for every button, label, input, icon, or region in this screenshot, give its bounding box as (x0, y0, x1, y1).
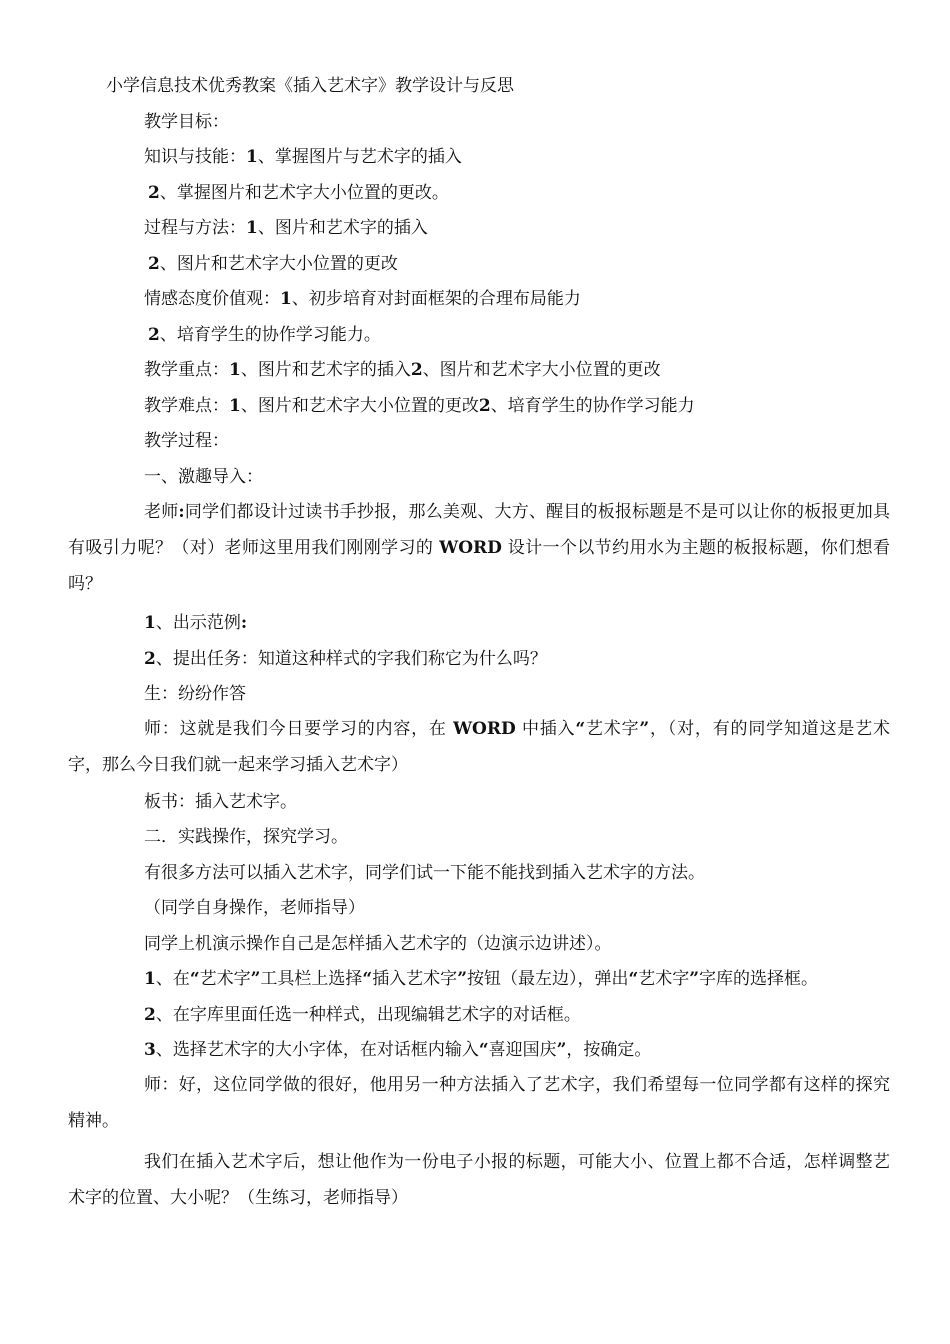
step-task-t: 、提出任务：知道这种样式的字我们称它为什么吗？ (155, 649, 547, 669)
op2-line (0, 1003, 950, 1027)
op1-q1: “ (189, 969, 200, 989)
teacher-reply-b: 中插入 (515, 719, 576, 739)
board-line (0, 790, 950, 814)
section2-text: 二．实践操作，探究学习。 (144, 827, 348, 847)
key-points-n1: 1 (229, 360, 241, 380)
board-text: 板书：插入艺术字。 (144, 792, 297, 812)
op1-g: 字库的选择框。 (699, 969, 819, 989)
document-title (0, 74, 950, 98)
process-method-label: 过程与方法： (144, 218, 246, 238)
self-op-line (0, 896, 950, 920)
student-answer-line (0, 682, 950, 706)
key-points-line (0, 358, 950, 382)
op1-q2: ” (250, 969, 261, 989)
key-points-n2: 2 (410, 360, 423, 380)
emotion-line-1 (0, 287, 950, 311)
title-text: 小学信息技术优秀教案《插入艺术字》教学设计与反思 (106, 76, 514, 96)
key-points-t2: 、图片和艺术字大小位置的更改 (422, 360, 661, 380)
difficulties-t2: 、培育学生的协作学习能力 (490, 396, 695, 416)
knowledge-line-1 (0, 145, 950, 169)
teacher-intro-a: 老师 (144, 502, 179, 522)
step-show-line (0, 611, 950, 635)
process-heading (0, 429, 950, 453)
section2-heading (0, 825, 950, 849)
emotion-n1: 1 (280, 289, 292, 309)
op3-b: 喜迎国庆 (488, 1040, 557, 1060)
emotion-t1: 、初步培育对封面框架的合理布局能力 (291, 289, 581, 309)
step-show-colon: : (240, 613, 248, 633)
op1-a: 、在 (155, 969, 190, 989)
adjust-paragraph (68, 1144, 890, 1216)
knowledge-n1: 1 (246, 147, 258, 167)
op1-e: 按钮（最左边），弹出 (466, 969, 629, 989)
teacher-intro-c: 设计一个以节约用水为主题的板报标题，你们想看吗？ (68, 538, 890, 594)
teacher-intro-paragraph (68, 494, 890, 602)
teacher-reply-q2: ” (639, 719, 650, 739)
self-op-text: （同学自身操作，老师指导） (144, 898, 365, 918)
knowledge-n2: 2 (148, 183, 160, 203)
difficulties-line (0, 394, 950, 418)
op3-line (0, 1038, 950, 1062)
process-method-t1: 、图片和艺术字的插入 (257, 218, 428, 238)
teacher-intro-colon: : (178, 502, 185, 522)
op1-q5: “ (628, 969, 639, 989)
op1-b: 艺术字 (199, 969, 251, 989)
process-method-n1: 1 (246, 218, 258, 238)
process-method-t2: 、图片和艺术字大小位置的更改 (159, 254, 398, 274)
teacher-intro-b: 同学们都设计过读书手抄报，那么美观、大方、醒目的板报标题是不是可以让你的板报更加具有吸引力呢？（对）老师这里用我们刚刚学习的 (68, 502, 890, 558)
knowledge-t1: 、掌握图片与艺术字的插入 (257, 147, 462, 167)
objectives-heading (0, 110, 950, 134)
explore-line (0, 861, 950, 885)
teacher-reply-q1: “ (575, 719, 586, 739)
step-show-n: 1 (144, 613, 156, 633)
step-task-line (0, 647, 950, 671)
process-method-line-1 (0, 216, 950, 240)
emotion-t2: 、培育学生的协作学习能力。 (159, 325, 381, 345)
key-points-label: 教学重点： (144, 360, 229, 380)
teacher-reply-word: WORD (452, 719, 516, 739)
op1-n: 1 (144, 969, 156, 989)
step-task-n: 2 (144, 649, 156, 669)
process-method-n2: 2 (148, 254, 160, 274)
op2-t: 、在字库里面任选一种样式，出现编辑艺术字的对话框。 (155, 1005, 581, 1025)
explore-text: 有很多方法可以插入艺术字，同学们试一下能不能找到插入艺术字的方法。 (144, 863, 705, 883)
knowledge-line-2 (0, 181, 950, 205)
adjust-text: 我们在插入艺术字后，想让他作为一份电子小报的标题，可能大小、位置上都不合适，怎样调整艺术字的位置、大小呢？（生练习，老师指导） (68, 1152, 890, 1208)
emotion-line-2 (0, 323, 950, 347)
op3-q1: “ (478, 1040, 489, 1060)
op1-q6: ” (689, 969, 700, 989)
teacher-praise-paragraph (68, 1067, 890, 1139)
step-show-t: 、出示范例 (155, 613, 241, 633)
section1-text: 一、激趣导入： (144, 467, 263, 487)
op1-c: 工具栏上选择 (260, 969, 363, 989)
op1-q4: ” (457, 969, 467, 989)
knowledge-t2: 、掌握图片和艺术字大小位置的更改。 (159, 183, 449, 203)
difficulties-t1: 、图片和艺术字大小位置的更改 (240, 396, 479, 416)
op3-q2: ” (556, 1040, 567, 1060)
teacher-intro-word: WORD (439, 538, 502, 558)
teacher-reply-d: ，（对，有的同学知道这是艺术字，那么今日我们就一起来学习插入艺术字） (68, 719, 891, 775)
difficulties-n1: 1 (229, 396, 241, 416)
teacher-reply-paragraph (68, 711, 890, 783)
objectives-heading-text: 教学目标： (144, 112, 229, 132)
op3-n: 3 (144, 1040, 156, 1060)
student-answer-text: 生：纷纷作答 (144, 684, 246, 704)
knowledge-label: 知识与技能： (144, 147, 246, 167)
demo-line (0, 932, 950, 956)
op1-line (0, 967, 950, 991)
teacher-praise-text: 师：好，这位同学做的很好，他用另一种方法插入了艺术字，我们希望每一位同学都有这样的探究精神。 (68, 1075, 890, 1131)
teacher-reply-a: 师：这就是我们今日要学习的内容，在 (144, 719, 453, 739)
emotion-n2: 2 (148, 325, 160, 345)
op1-d: 插入艺术字 (372, 969, 458, 989)
demo-text: 同学上机演示操作自己是怎样插入艺术字的（边演示边讲述）。 (144, 934, 612, 954)
op2-n: 2 (144, 1005, 156, 1025)
op1-q3: “ (362, 969, 373, 989)
process-heading-text: 教学过程： (144, 431, 229, 451)
difficulties-label: 教学难点： (144, 396, 229, 416)
section1-heading (0, 465, 950, 489)
process-method-line-2 (0, 252, 950, 276)
difficulties-n2: 2 (478, 396, 491, 416)
op3-c: ，按确定。 (566, 1040, 652, 1060)
teacher-reply-c: 艺术字 (585, 719, 640, 739)
op1-f: 艺术字 (638, 969, 690, 989)
key-points-t1: 、图片和艺术字的插入 (240, 360, 411, 380)
emotion-label: 情感态度价值观： (144, 289, 280, 309)
op3-a: 、选择艺术字的大小字体，在对话框内输入 (155, 1040, 479, 1060)
